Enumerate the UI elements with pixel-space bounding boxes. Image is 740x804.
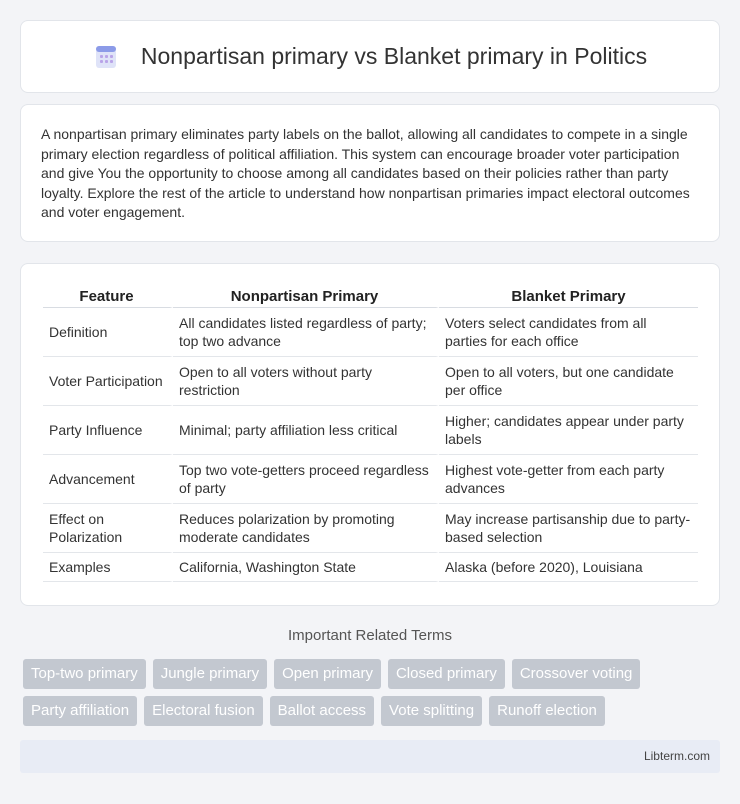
tag-closed-primary[interactable]: Closed primary: [388, 659, 505, 689]
table-row: [43, 357, 698, 406]
table-header-row: [43, 284, 698, 308]
tag-runoff-election[interactable]: Runoff election: [489, 696, 605, 726]
table-cell: Advancement: [43, 455, 173, 504]
tag-row: [23, 659, 723, 689]
table-cell: May increase partisanship due to party-based selection: [439, 504, 698, 553]
header-blanket: Blanket Primary: [439, 284, 698, 308]
table-cell: Open to all voters without party restriction: [173, 357, 439, 406]
tag-crossover-voting[interactable]: Crossover voting: [512, 659, 641, 689]
tag-row: [23, 696, 723, 726]
table-cell: Alaska (before 2020), Louisiana: [439, 553, 698, 582]
related-terms-heading: Important Related Terms: [288, 627, 452, 644]
document-icon: [93, 44, 119, 70]
table-cell: Open to all voters, but one candidate per office: [439, 357, 698, 406]
table-row: [43, 553, 698, 582]
table-cell: Minimal; party affiliation less critical: [173, 406, 439, 455]
header-nonpartisan: Nonpartisan Primary: [173, 284, 439, 308]
table-cell: Voter Participation: [43, 357, 173, 406]
table-row: [43, 455, 698, 504]
table-cell: Top two vote-getters proceed regardless of party: [173, 455, 439, 504]
page-title: Nonpartisan primary vs Blanket primary in Politics: [140, 43, 648, 69]
comparison-table-card: [20, 263, 720, 606]
table-cell: Voters select candidates from all parties for each office: [439, 308, 698, 357]
comparison-table: [43, 284, 698, 582]
table-cell: Party Influence: [43, 406, 173, 455]
table-row: [43, 308, 698, 357]
table-cell: Reduces polarization by promoting moderate candidates: [173, 504, 439, 553]
table-cell: Higher; candidates appear under party labels: [439, 406, 698, 455]
table-cell: Examples: [43, 553, 173, 582]
title-card: [20, 20, 720, 93]
table-row: [43, 406, 698, 455]
tag-jungle-primary[interactable]: Jungle primary: [153, 659, 267, 689]
table-cell: Highest vote-getter from each party advances: [439, 455, 698, 504]
footer-brand-link[interactable]: Libterm.com: [643, 749, 710, 763]
tag-vote-splitting[interactable]: Vote splitting: [381, 696, 482, 726]
tag-electoral-fusion[interactable]: Electoral fusion: [144, 696, 263, 726]
header-feature: Feature: [43, 284, 173, 308]
tag-ballot-access[interactable]: Ballot access: [270, 696, 374, 726]
tag-open-primary[interactable]: Open primary: [274, 659, 381, 689]
table-cell: Effect on Polarization: [43, 504, 173, 553]
intro-text: A nonpartisan primary eliminates party labels on the ballot, allowing all candidates to compete in a single primary election regardless of political affiliation. This system can encourage broader voter participation and give You the opportunity to choose among all candidates based on their policies rather than party loyalty. Explore the rest of the article to understand how nonpartisan primaries impact electoral outcomes and voter engagement.: [41, 126, 690, 220]
table-cell: Definition: [43, 308, 173, 357]
table-row: [43, 504, 698, 553]
table-cell: California, Washington State: [173, 553, 439, 582]
related-terms: [23, 659, 723, 733]
footer: [20, 740, 720, 773]
tag-top-two-primary[interactable]: Top-two primary: [23, 659, 146, 689]
intro-card: [20, 104, 720, 242]
table-cell: All candidates listed regardless of party; top two advance: [173, 308, 439, 357]
tag-party-affiliation[interactable]: Party affiliation: [23, 696, 137, 726]
